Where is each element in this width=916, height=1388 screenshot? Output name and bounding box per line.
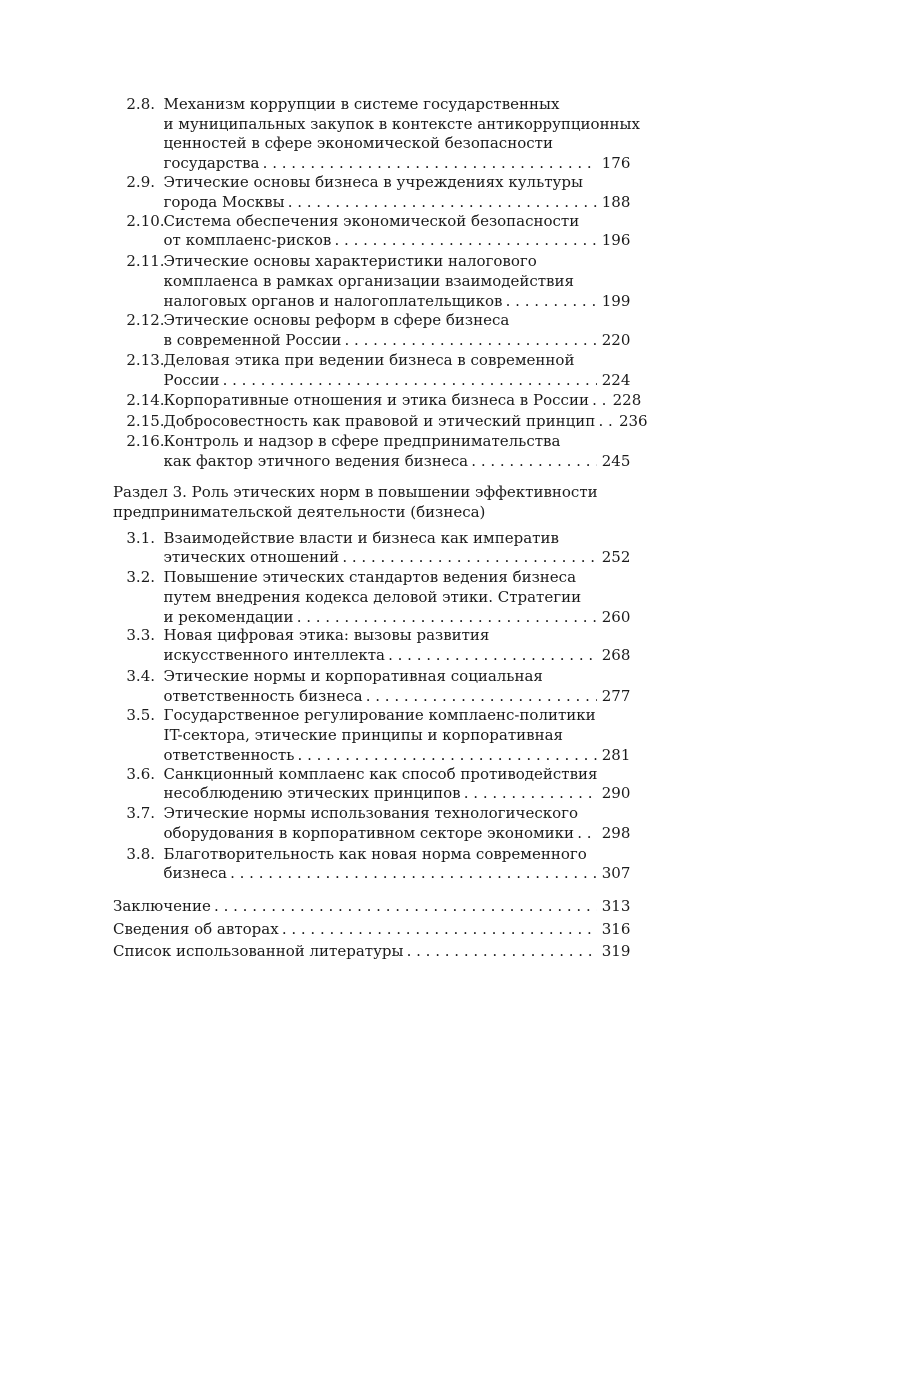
toc-page-number: 277 xyxy=(601,686,631,705)
toc-entry-number: 2.9. xyxy=(126,173,156,191)
toc-entry-number: 2.11. xyxy=(126,252,165,270)
toc-entry-title: оборудования в корпоративном секторе экономики xyxy=(163,823,575,842)
leader-dots xyxy=(214,897,597,917)
toc-entry-title: Корпоративные отношения и этика бизнеса в России xyxy=(163,391,589,410)
toc-page-number: 281 xyxy=(601,745,631,764)
toc-entry-title: Санкционный комплаенс как способ противодействия xyxy=(163,764,598,783)
toc-entry-title: Сведения об авторах xyxy=(112,919,279,938)
toc-entry-title: Система обеспечения экономической безопасности xyxy=(163,211,580,230)
section-heading-line: Раздел 3. Роль этических норм в повышении эффективности xyxy=(112,483,598,502)
leader-dots xyxy=(506,292,597,312)
leader-dots xyxy=(282,920,597,940)
toc-entry-number: 3.2. xyxy=(126,568,156,586)
leader-dots xyxy=(577,824,597,844)
toc-entry-title: IT-сектора, этические принципы и корпоративная xyxy=(163,726,563,744)
toc-entry-title: Заключение xyxy=(112,896,211,915)
toc-entry-title: Повышение этических стандартов ведения бизнеса xyxy=(163,568,577,586)
toc-entry-title: государства xyxy=(163,154,260,173)
toc-entry-number: 3.4. xyxy=(126,666,156,685)
leader-dots xyxy=(471,452,597,472)
toc-entry-title: и муниципальных закупок в контексте антикоррупционных xyxy=(163,114,640,133)
toc-entry-title: бизнеса xyxy=(163,864,227,883)
leader-dots xyxy=(464,784,597,804)
toc-entry-title: искусственного интеллекта xyxy=(163,646,385,665)
toc-page-number: 245 xyxy=(601,451,631,470)
toc-entry-title: и рекомендации xyxy=(163,607,294,626)
leader-dots xyxy=(298,746,597,766)
toc-page-number: 260 xyxy=(601,607,631,626)
toc-entry-title: комплаенса в рамках организации взаимодействия xyxy=(163,271,574,290)
toc-entry-title: Этические основы бизнеса в учреждениях культуры xyxy=(163,173,583,191)
toc-entry-title: Взаимодействие власти и бизнеса как императив xyxy=(163,528,559,547)
toc-entry-number: 2.15. xyxy=(126,411,165,430)
leader-dots xyxy=(388,646,597,666)
toc-page-number: 236 xyxy=(618,411,648,430)
toc-entry-title: ценностей в сфере экономической безопасности xyxy=(163,134,553,153)
leader-dots xyxy=(223,371,597,391)
toc-entry-number: 2.8. xyxy=(126,94,156,113)
toc-entry-number: 3.6. xyxy=(126,764,156,783)
toc-entry-title: Контроль и надзор в сфере предпринимательства xyxy=(163,432,561,451)
toc-entry-number: 3.8. xyxy=(126,844,156,863)
toc-page-number: 176 xyxy=(601,154,631,173)
toc-entry-title: Деловая этика при ведении бизнеса в современной xyxy=(163,350,575,369)
toc-page-number: 319 xyxy=(601,942,631,961)
toc-entry-title: Благотворительность как новая норма современного xyxy=(163,844,587,863)
toc-page-number: 307 xyxy=(601,864,631,883)
leader-dots xyxy=(407,942,597,962)
toc-page-number: 224 xyxy=(601,370,631,389)
leader-dots xyxy=(366,687,597,707)
toc-entry-title: Государственное регулирование комплаенс-политики xyxy=(163,706,596,725)
toc-entry-title: города Москвы xyxy=(163,192,285,211)
toc-page-number: 188 xyxy=(601,192,631,211)
toc-entry-title: от комплаенс-рисков xyxy=(163,231,332,250)
toc-entry-title: несоблюдению этических принципов xyxy=(163,784,461,803)
toc-entry-title: Этические нормы использования технологического xyxy=(163,804,579,823)
leader-dots xyxy=(335,231,598,251)
toc-page-number: 220 xyxy=(601,331,631,349)
toc-page-number: 290 xyxy=(601,784,631,803)
toc-entry-number: 2.10. xyxy=(126,211,165,230)
toc-page-number: 316 xyxy=(601,919,631,938)
toc-page-number: 252 xyxy=(601,548,631,567)
toc-entry-title: ответственность xyxy=(163,745,295,764)
section-heading[interactable] xyxy=(113,483,630,523)
toc-entry-number: 3.3. xyxy=(126,626,156,645)
toc-page-number: 298 xyxy=(601,823,631,842)
toc-entry-number: 3.5. xyxy=(126,706,156,725)
leader-dots xyxy=(345,331,598,351)
leader-dots xyxy=(230,864,597,884)
leader-dots xyxy=(592,391,608,411)
toc-entry-title: Список использованной литературы xyxy=(112,942,404,961)
toc-page-number: 268 xyxy=(601,646,631,665)
toc-entry-number: 3.1. xyxy=(126,528,156,547)
toc-entry-title: ответственность бизнеса xyxy=(163,686,363,705)
toc-page-number: 228 xyxy=(612,391,642,410)
toc-entry-title: этических отношений xyxy=(163,548,340,567)
toc-entry-number: 2.14. xyxy=(126,391,165,410)
leader-dots xyxy=(598,412,614,432)
toc-entry-title: Этические основы реформ в сфере бизнеса xyxy=(163,311,510,330)
toc-page-number: 313 xyxy=(601,896,631,915)
leader-dots xyxy=(297,608,597,628)
toc-entry-title: Добросовестность как правовой и этический принцип xyxy=(163,411,596,430)
toc-entry-number: 2.12. xyxy=(126,311,165,330)
toc-entry-title: Новая цифровая этика: вызовы развития xyxy=(163,626,490,645)
leader-dots xyxy=(342,548,597,568)
toc-entry-title: Этические основы характеристики налогового xyxy=(163,252,537,270)
leader-dots xyxy=(263,154,597,174)
toc-entry-title: как фактор этичного ведения бизнеса xyxy=(163,451,469,470)
toc-entry-title: налоговых органов и налогоплательщиков xyxy=(163,291,503,310)
section-heading-line: предпринимательской деятельности (бизнеса) xyxy=(112,503,486,522)
toc-page-number: 196 xyxy=(601,231,631,250)
toc-entry-number: 2.13. xyxy=(126,350,165,369)
toc-entry-title: России xyxy=(163,370,220,389)
toc-page-number: 199 xyxy=(601,291,631,310)
toc-entry-title: путем внедрения кодекса деловой этики. Стратегии xyxy=(163,587,582,606)
toc-entry-number: 3.7. xyxy=(126,804,156,823)
toc-entry-title: Механизм коррупции в системе государственных xyxy=(163,94,560,113)
toc-entry-title: в современной России xyxy=(163,331,342,349)
toc-entry-number: 2.16. xyxy=(126,432,165,451)
toc-entry-title: Этические нормы и корпоративная социальная xyxy=(163,666,543,685)
leader-dots xyxy=(288,193,597,213)
